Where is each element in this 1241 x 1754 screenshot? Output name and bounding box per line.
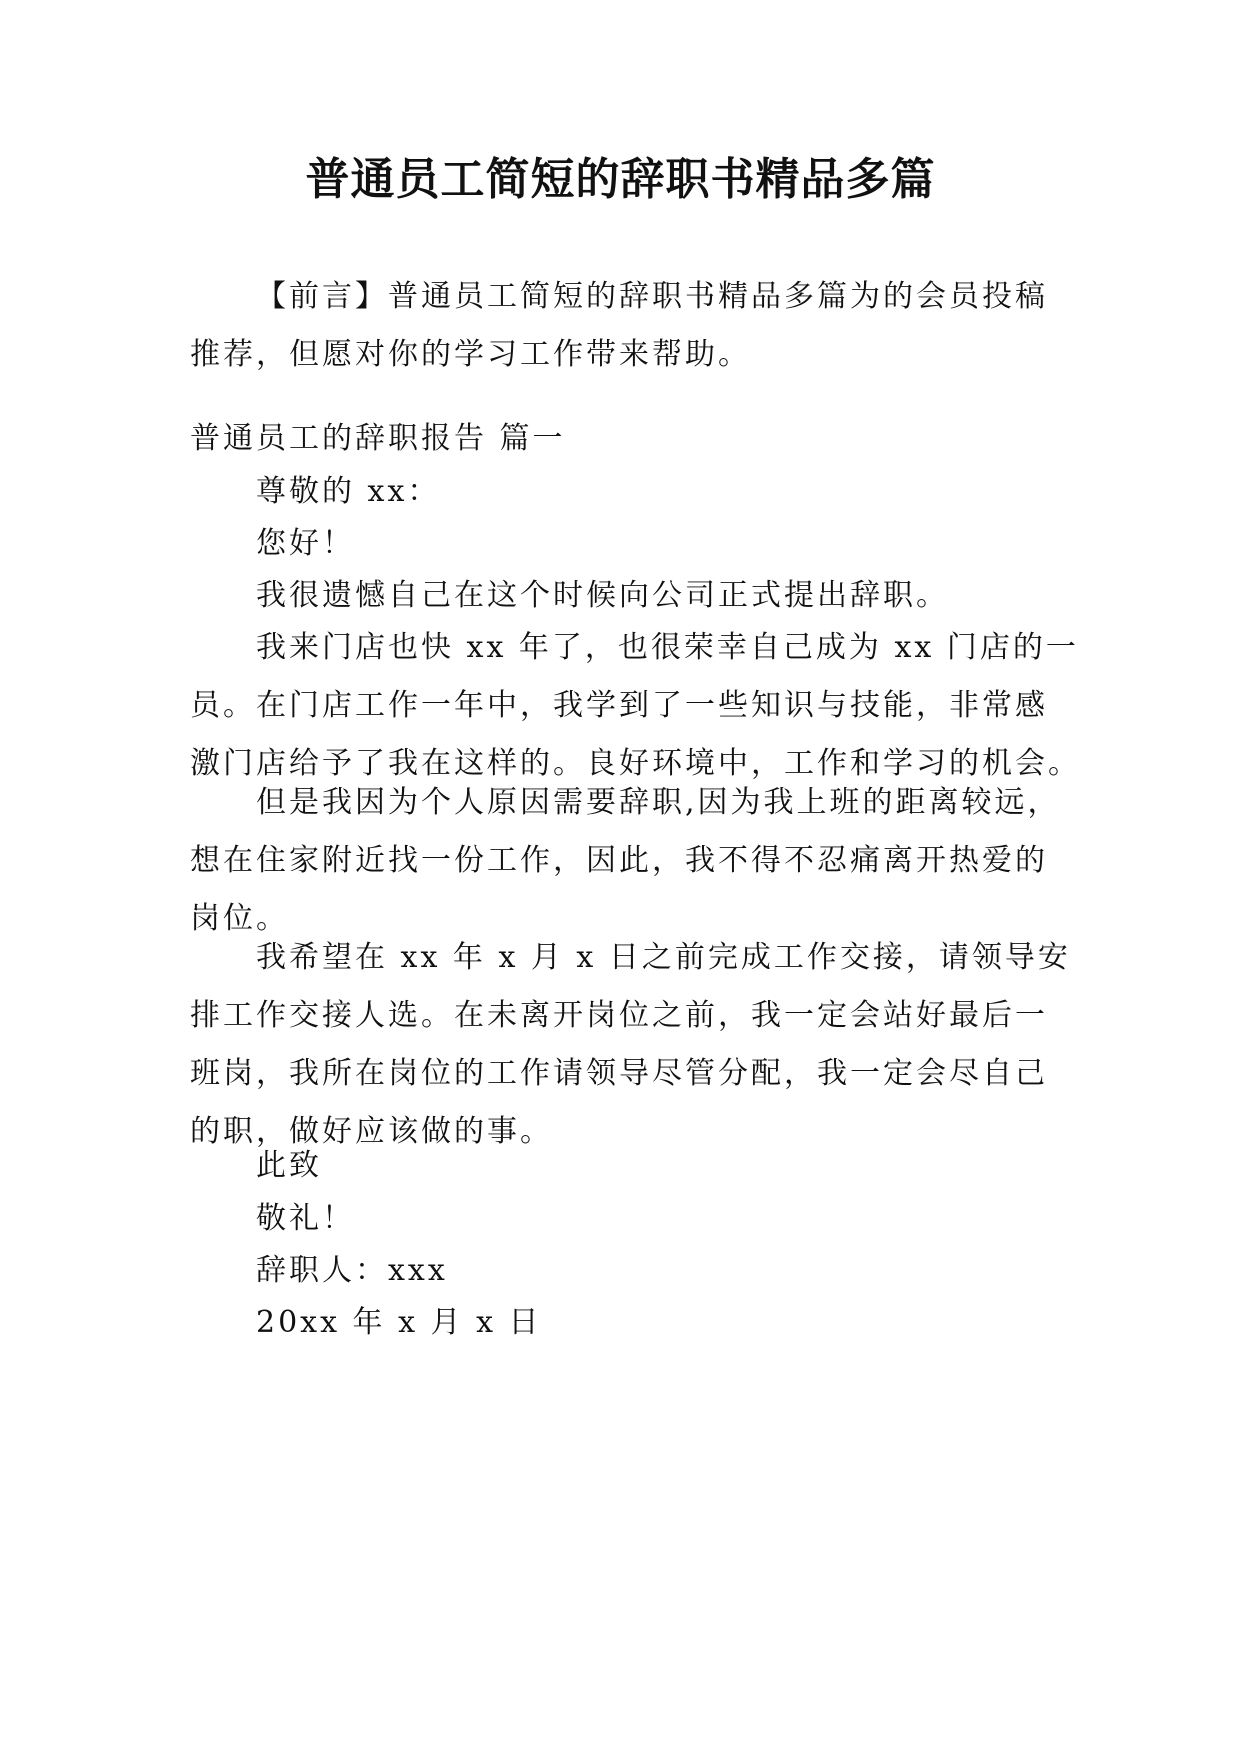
paragraph-3 (190, 774, 1061, 948)
paragraph-line: 员。在门店工作一年中，我学到了一些知识与技能，非常感 (190, 688, 1048, 723)
section-heading: 普通员工的辞职报告 篇一 (190, 421, 566, 456)
preface-paragraph (190, 268, 1050, 384)
paragraph-line: 激门店给予了我在这样的。良好环境中，工作和学习的机会。 (190, 746, 1081, 781)
paragraph-line: 但是我因为个人原因需要辞职,因为我上班的距离较远， (256, 785, 1061, 820)
date-line: 20xx 年 x 月 x 日 (256, 1305, 542, 1340)
paragraph-line: 我来门店也快 xx 年了，也很荣幸自己成为 xx 门店的一 (256, 630, 1079, 665)
paragraph-1: 我很遗憾自己在这个时候向公司正式提出辞职。 (256, 578, 949, 613)
closing-line-2: 敬礼！ (256, 1201, 355, 1236)
paragraph-line: 我希望在 xx 年 x 月 x 日之前完成工作交接，请领导安 (256, 940, 1071, 975)
paragraph-line: 想在住家附近找一份工作，因此，我不得不忍痛离开热爱的 (190, 843, 1048, 878)
paragraph-4 (190, 929, 1071, 1161)
paragraph-2 (190, 619, 1081, 793)
greeting: 您好！ (256, 526, 355, 561)
paragraph-line: 的职，做好应该做的事。 (190, 1114, 553, 1149)
document-title: 普通员工简短的辞职书精品多篇 (305, 154, 936, 205)
paragraph-line: 班岗，我所在岗位的工作请领导尽管分配，我一定会尽自己 (190, 1056, 1048, 1091)
preface-line: 推荐，但愿对你的学习工作带来帮助。 (190, 337, 751, 372)
signature: 辞职人：xxx (256, 1253, 448, 1288)
closing-line-1: 此致 (256, 1148, 322, 1183)
paragraph-line: 岗位。 (190, 901, 289, 936)
salutation: 尊敬的 xx： (256, 474, 441, 509)
paragraph-line: 排工作交接人选。在未离开岗位之前，我一定会站好最后一 (190, 998, 1048, 1033)
preface-line: 【前言】普通员工简短的辞职书精品多篇为的会员投稿 (256, 279, 1048, 314)
